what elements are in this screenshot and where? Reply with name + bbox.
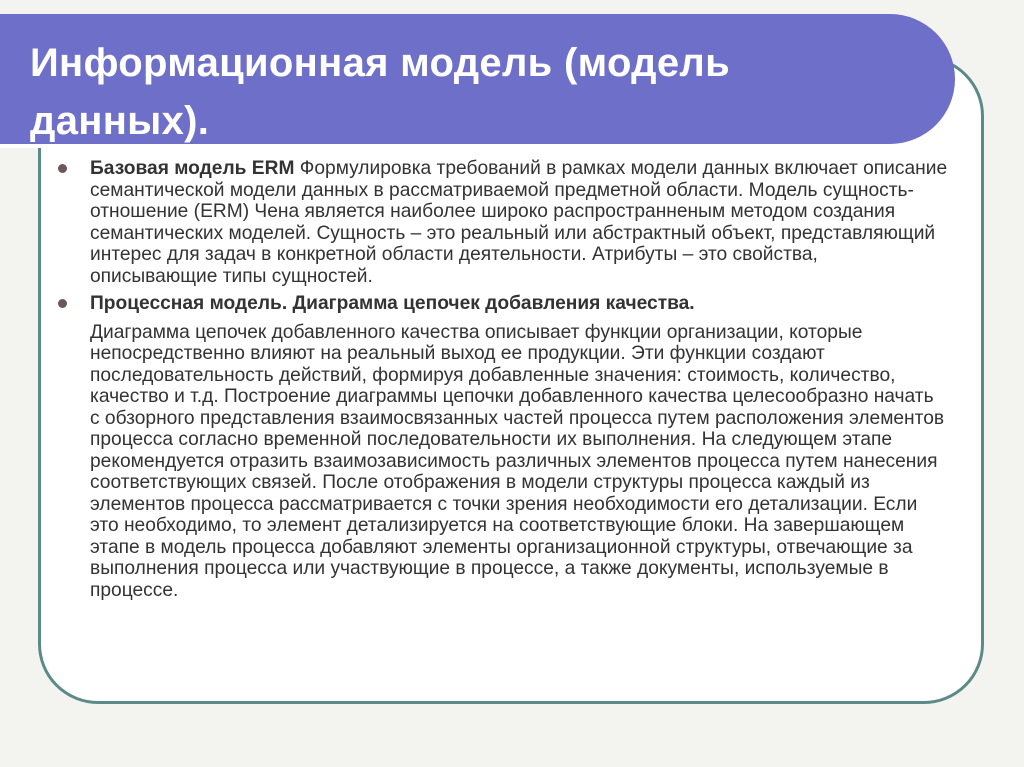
bullet-text-erm: Формулировка требований в рамках модели данных включает описание семантической модели данных в рассматриваемой предметной области. Модель сущность-отношение (ERM) Чена является наиболее широко распространненым методом создания семантических моделей. Сущность – это реальный или абстрактный объект, представляющий интерес для задач в конкретной области деятельности. Атрибуты – это свойства, описывающие типы сущностей. [90,158,948,287]
bullet-dot-icon [58,299,67,308]
slide-title: Информационная модель (модель данных). [30,41,731,143]
bullet-dot-icon [58,164,67,173]
bullet-item-process [58,293,948,601]
bullet-item-erm [58,158,948,287]
bullet-text-process: Диаграмма цепочек добавленного качества описывает функции организации, которые непосредственно влияют на реальный выход ее продукции. Эти функции создают последовательность действий, формируя добавленные значения: стоимость, количество, качество и т.д. Построение диаграммы цепочки добавленного качества целесообразно начать с обзорного представления взаимосвязанных частей процесса путем расположения элементов процесса согласно временной последовательности их выполнения. На следующем этапе рекомендуется отразить взаимозависимость различных элементов процесса путем нанесения соответствующих связей. После отображения в модели структуры процесса каждый из элементов процесса рассматривается с точки зрения необходимости его детализации. Если это необходимо, то элемент детализируется на соответствующие блоки. На завершающем этапе в модель процесса добавляют элементы организационной структуры, отвечающие за выполнения процесса или участвующие в процессе, а также документы, используемые в процессе. [90,321,945,601]
title-band [0,14,955,144]
bullet-heading-erm: Базовая модель ERM [90,158,295,179]
bullet-heading-process: Процессная модель. Диаграмма цепочек добавления качества. [90,293,695,314]
slide-body [58,158,948,607]
title-underline [0,144,910,148]
